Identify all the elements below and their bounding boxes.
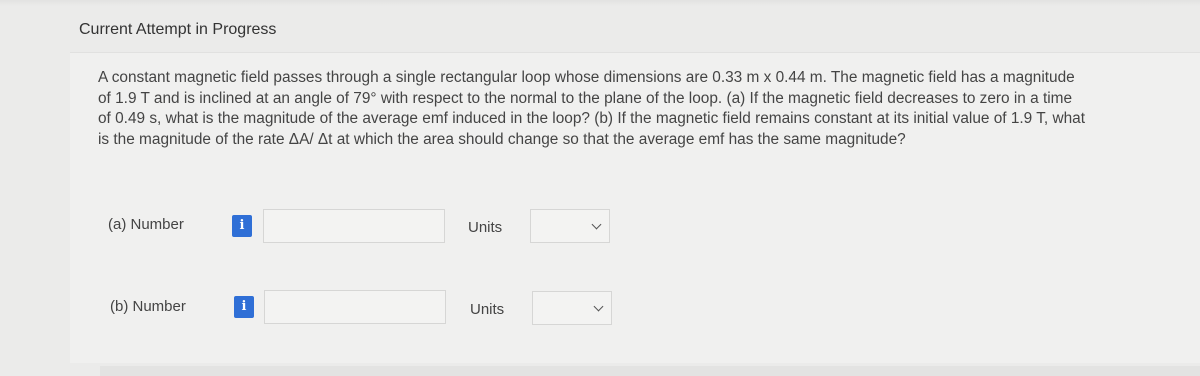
answer-b-units-select[interactable]	[532, 291, 612, 325]
answer-a-units-select[interactable]	[530, 209, 610, 243]
answer-b-label: (b) Number	[110, 298, 186, 315]
answer-a-label: (a) Number	[108, 216, 184, 233]
top-strip	[0, 0, 1200, 6]
answer-b-info-icon[interactable]: i	[234, 296, 254, 318]
answer-a-info-icon[interactable]: i	[232, 215, 252, 237]
bottom-edge	[100, 366, 1200, 376]
answer-b-units-label: Units	[470, 301, 505, 318]
answer-a-units-label: Units	[468, 219, 503, 236]
chevron-down-icon	[594, 302, 604, 312]
attempt-status-heading: Current Attempt in Progress	[79, 21, 277, 38]
question-text: A constant magnetic field passes through a single rectangular loop whose dimensions are 0.33 m x 0.44 m. The magnetic field has a magnitude of 1.9 T and is inclined at an angle of 79° with respect to the normal to the plane of the loop. (a) If the magnetic field decreases to zero in a time of 0.49 s, what is the magnitude of the average emf induced in the loop? (b) If the magnetic field remains constant at its initial value of 1.9 T, what is the magnitude of the rate ΔA/ Δt at which the area should change so that the average emf has the same magnitude?	[98, 69, 1085, 148]
answer-b-number-input[interactable]	[264, 290, 446, 324]
answer-a-number-input[interactable]	[263, 209, 445, 243]
chevron-down-icon	[592, 220, 602, 230]
